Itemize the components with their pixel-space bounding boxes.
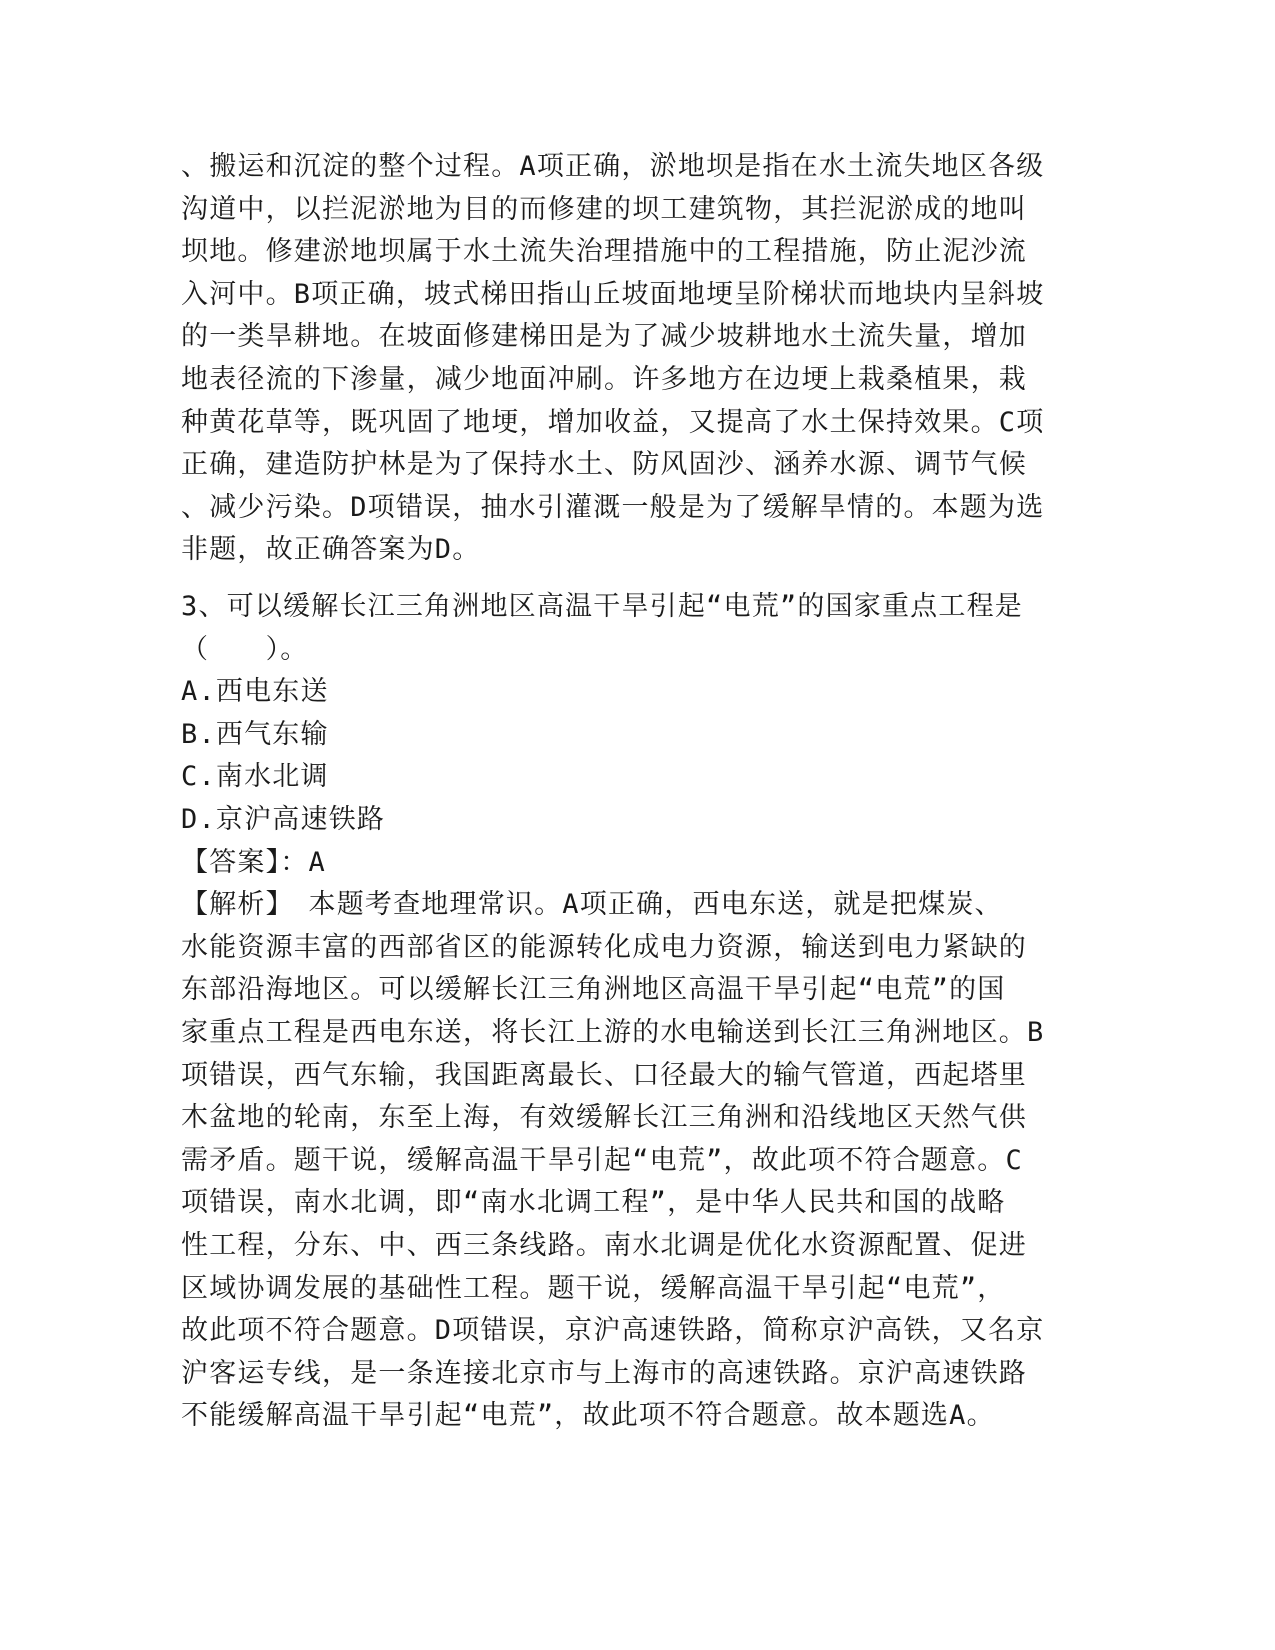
answer-line: 【答案】：A: [181, 846, 326, 878]
analysis-line: 木盆地的轮南，东至上海，有效缓解长江三角洲和沿线地区天然气供: [181, 1102, 1027, 1134]
text-line: 、减少污染。D项错误，抽水引灌溉一般是为了缓解旱情的。本题为选: [181, 491, 1045, 523]
text-line: 入河中。B项正确，坡式梯田指山丘坡面地埂呈阶梯状而地块内呈斜坡: [181, 278, 1045, 310]
analysis-line: 家重点工程是西电东送，将长江上游的水电输送到长江三角洲地区。B: [181, 1016, 1045, 1048]
text-line: 种黄花草等，既巩固了地埂，增加收益，又提高了水土保持效果。C项: [181, 406, 1045, 438]
text-line: 坝地。修建淤地坝属于水土流失治理措施中的工程措施，防止泥沙流: [181, 236, 1027, 268]
analysis-line: 不能缓解高温干旱引起“电荒”，故此项不符合题意。故本题选A。: [181, 1400, 995, 1432]
question-stem-blank: （ ）。: [181, 633, 309, 665]
text-line: 非题，故正确答案为D。: [181, 534, 481, 566]
question-3: [181, 586, 1045, 1438]
text-line: 、搬运和沉淀的整个过程。A项正确，淤地坝是指在水土流失地区各级: [181, 151, 1045, 182]
option-d: D.京沪高速铁路: [181, 803, 386, 835]
analysis-line: 故此项不符合题意。D项错误，京沪高速铁路，简称京沪高铁，又名京: [181, 1315, 1045, 1347]
option-a: A.西电东送: [181, 676, 329, 708]
analysis-line: 项错误，西气东输，我国距离最长、口径最大的输气管道，西起塔里: [181, 1059, 1027, 1091]
analysis-line: 东部沿海地区。可以缓解长江三角洲地区高温干旱引起“电荒”的国: [181, 974, 1006, 1006]
text-line: 沟道中，以拦泥淤地为目的而修建的坝工建筑物，其拦泥淤成的地叫: [181, 193, 1027, 225]
analysis-line: 性工程，分东、中、西三条线路。南水北调是优化水资源配置、促进: [181, 1229, 1027, 1261]
analysis-line: 沪客运专线，是一条连接北京市与上海市的高速铁路。京沪高速铁路: [181, 1357, 1027, 1389]
analysis-line: 项错误，南水北调，即“南水北调工程”，是中华人民共和国的战略: [181, 1187, 1006, 1219]
text-line: 正确，建造防护林是为了保持水土、防风固沙、涵养水源、调节气候: [181, 449, 1027, 481]
text-line: 地表径流的下渗量，减少地面冲刷。许多地方在边埂上栽桑植果，栽: [181, 363, 1027, 395]
previous-question-explanation: [181, 146, 1045, 572]
analysis-line: 【解析】 本题考查地理常识。A项正确，西电东送，就是把煤炭、: [181, 889, 1003, 921]
option-c: C.南水北调: [181, 761, 329, 793]
analysis-line: 需矛盾。题干说，缓解高温干旱引起“电荒”，故此项不符合题意。C: [181, 1144, 1023, 1176]
analysis-line: 水能资源丰富的西部省区的能源转化成电力资源，输送到电力紧缺的: [181, 931, 1027, 963]
text-line: 的一类旱耕地。在坡面修建梯田是为了减少坡耕地水土流失量，增加: [181, 321, 1027, 353]
option-b: B.西气东输: [181, 718, 329, 750]
question-stem: 3、可以缓解长江三角洲地区高温干旱引起“电荒”的国家重点工程是: [181, 591, 1023, 622]
analysis-line: 区域协调发展的基础性工程。题干说，缓解高温干旱引起“电荒”，: [181, 1272, 1006, 1304]
